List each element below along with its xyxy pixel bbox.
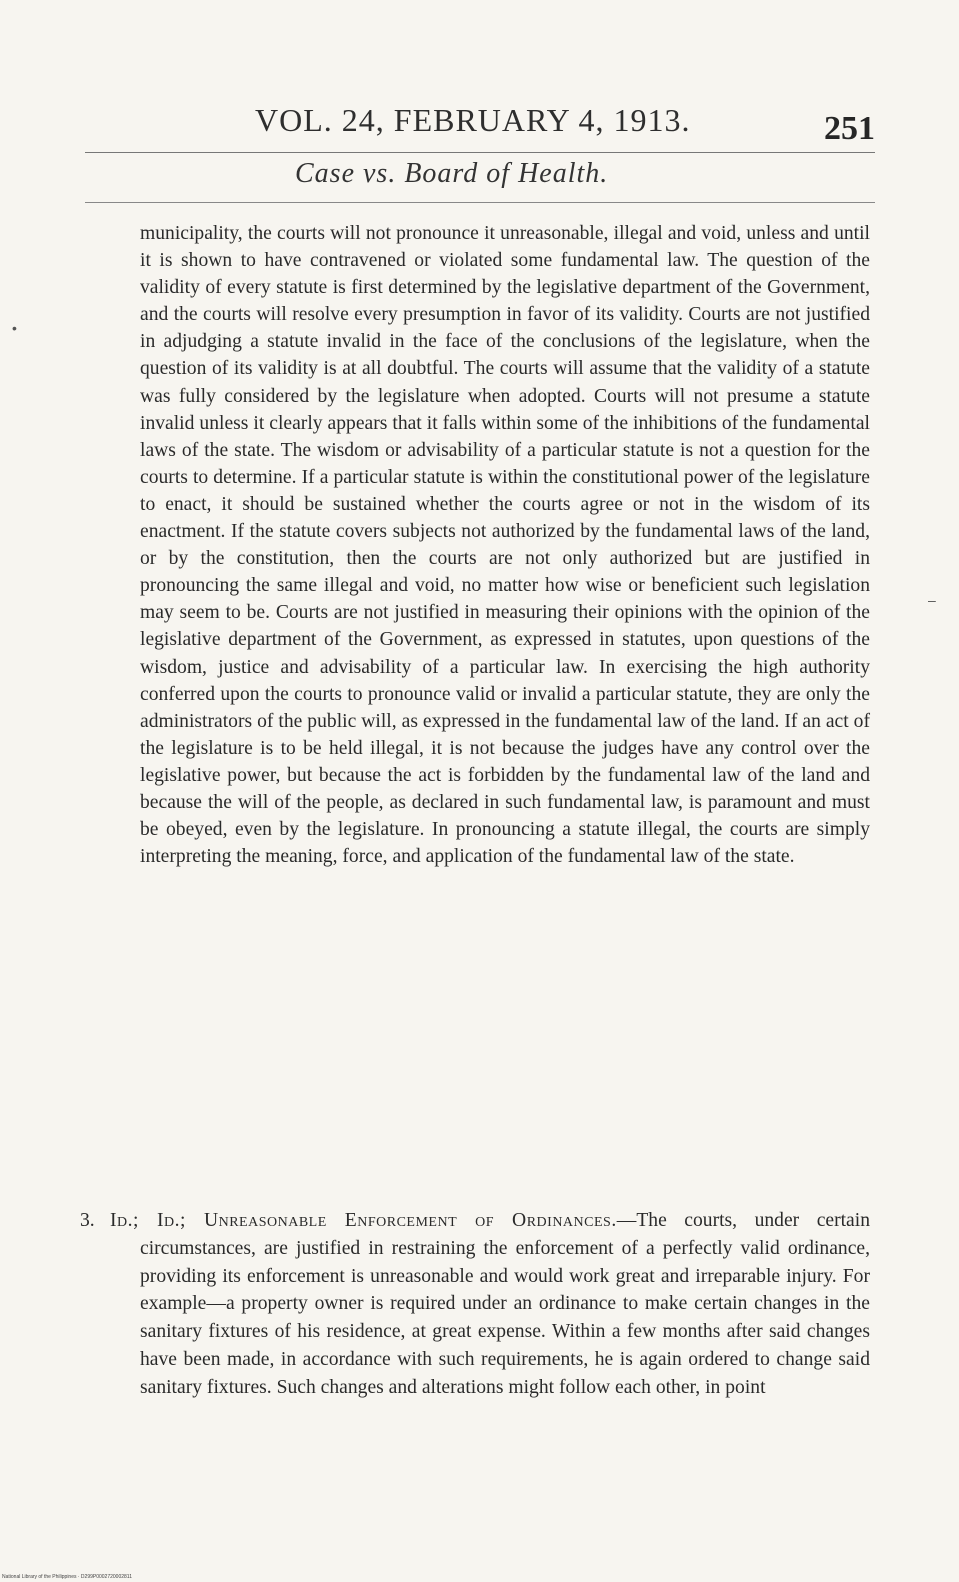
case-title: Case vs. Board of Health. (295, 158, 609, 189)
header-rule-top (85, 152, 875, 153)
page-number: 251 (824, 110, 875, 147)
syllabus-section-3 (80, 1207, 870, 1402)
section-paragraph (80, 1207, 870, 1402)
margin-dot-mark: • (12, 320, 17, 336)
margin-dash-mark: – (928, 592, 936, 608)
header-rule-bottom (85, 202, 875, 203)
body-text (140, 220, 870, 870)
section-heading: Id.; Id.; Unreasonable Enforcement of Ordinances. (110, 1210, 617, 1231)
section-text: —The courts, under certain circumstances, are justified in restraining the enforcement of a perfectly valid ordinance, providing its enforcement is unreasonable and would work great and irreparable injury. For example—a property owner is required under an ordinance to make certain changes in the sanitary fixtures of his residence, at great expense. Within a few months after said changes have been made, in accordance with such requirements, he is again ordered to change said sanitary fixtures. Such changes and alterations might follow each other, in point (140, 1210, 870, 1398)
footer-note: National Library of the Philippines · D299P0002720002811 (2, 1574, 132, 1580)
body-paragraph: municipality, the courts will not pronounce it unreasonable, illegal and void, unless and until it is shown to have contravened or violated some fundamental law. The question of the validity of every statute is first determined by the legislative department of the Government, and the courts will resolve every presumption in favor of its validity. Courts are not justified in adjudging a statute invalid in the face of the conclusions of the legislature, when the question of its validity is at all doubtful. The courts will assume that the validity of a statute was fully considered by the legislature when adopted. Courts will not presume a statute invalid unless it clearly appears that it falls within some of the inhibitions of the fundamental laws of the state. The wisdom or advisability of a particular statute is not a question for the courts to determine. If a particular statute is within the constitutional power of the legislature to enact, it should be sustained whether the courts agree or not in the wisdom of its enactment. If the statute covers subjects not authorized by the fundamental laws of the land, or by the constitution, then the courts are not only authorized but are justified in pronouncing the same illegal and void, no matter how wise or beneficient such legislation may seem to be. Courts are not justified in measuring their opinions with the opinion of the legislative department of the Government, as expressed in statutes, upon questions of the wisdom, justice and advisability of a particular law. In exercising the high authority conferred upon the courts to pronounce valid or invalid a particular statute, they are only the administrators of the public will, as expressed in the fundamental law of the land. If an act of the legislature is to be held illegal, it is not because the judges have any control over the legislative power, but because the act is forbidden by the fundamental law of the land and because the will of the people, as declared in such fundamental law, is paramount and must be obeyed, even by the legislature. In pronouncing a statute illegal, the courts are simply interpreting the meaning, force, and application of the fundamental law of the state. (140, 223, 870, 868)
running-title: VOL. 24, FEBRUARY 4, 1913. (255, 102, 691, 138)
section-number: 3. (80, 1210, 95, 1231)
page-header (85, 102, 875, 212)
